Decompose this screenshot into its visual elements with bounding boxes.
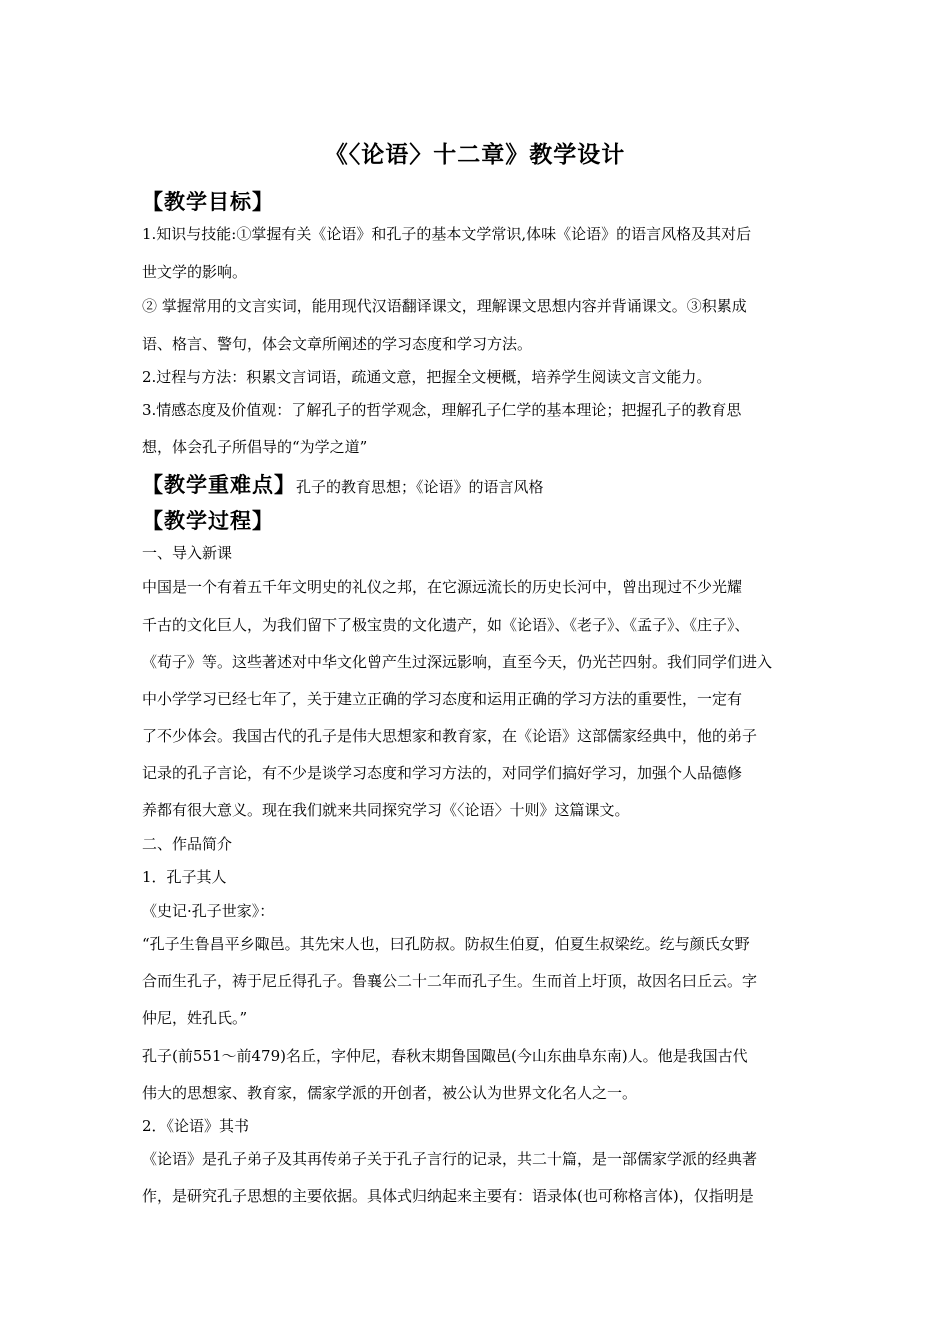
objectives-line: 1.知识与技能:①掌握有关《论语》和孔子的基本文学常识,体味《论语》的语言风格及其对后	[142, 225, 752, 243]
objectives-line: ② 掌握常用的文言实词，能用现代汉语翻译课文，理解课文思想内容并背诵课文。③积累成	[142, 297, 747, 315]
process-line: 中小学学习已经七年了，关于建立正确的学习态度和运用正确的学习方法的重要性，一定有	[142, 690, 743, 708]
process-line: 伟大的思想家、教育家，儒家学派的开创者，被公认为世界文化名人之一。	[142, 1084, 638, 1102]
process-line: 二、作品简介	[142, 835, 233, 853]
process-line: 2．《论语》其书	[142, 1117, 250, 1135]
document-title: 《〈论语〉十二章》教学设计	[324, 142, 626, 168]
process-line: 一、导入新课	[142, 544, 233, 562]
objectives-line: 2.过程与方法：积累文言词语，疏通文意，把握全文梗概，培养学生阅读文言文能力。	[142, 368, 712, 386]
key-points-heading	[142, 469, 544, 499]
process-line: 仲尼，姓孔氏。”	[142, 1009, 248, 1027]
process-line: 作，是研究孔子思想的主要依据。具体式归纳起来主要有：语录体(也可称格言体)，仅指明是	[142, 1187, 754, 1205]
process-line: 养都有很大意义。现在我们就来共同探究学习《〈论语〉十则》这篇课文。	[142, 801, 630, 819]
objectives-line: 3.情感态度及价值观：了解孔子的哲学观念，理解孔子仁学的基本理论；把握孔子的教育思	[142, 401, 742, 419]
process-line: 《荀子》等。这些著述对中华文化曾产生过深远影响，直至今天，仍光芒四射。我们同学们进入	[142, 653, 773, 671]
process-line: 记录的孔子言论，有不少是谈学习态度和学习方法的，对同学们搞好学习，加强个人品德修	[142, 764, 743, 782]
process-line: 合而生孔子，祷于尼丘得孔子。鲁襄公二十二年而孔子生。生而首上圩顶，故因名曰丘云。字	[142, 972, 758, 990]
key-points-text: 孔子的教育思想；《论语》的语言风格	[296, 478, 544, 496]
objectives-heading: 【教学目标】	[142, 190, 274, 214]
process-line: 千古的文化巨人，为我们留下了极宝贵的文化遗产，如《论语》、《老子》、《孟子》、《庄子》、	[142, 616, 750, 634]
process-line: 了不少体会。我国古代的孔子是伟大思想家和教育家，在《论语》这部儒家经典中，他的弟子	[142, 727, 758, 745]
process-heading: 【教学过程】	[142, 509, 274, 533]
process-line: 孔子(前551～前479)名丘，字仲尼，春秋末期鲁国陬邑(今山东曲阜东南)人。他是我国古代	[142, 1047, 748, 1065]
process-line: 1．孔子其人	[142, 868, 227, 886]
process-line: 中国是一个有着五千年文明史的礼仪之邦，在它源远流长的历史长河中，曾出现过不少光耀	[142, 578, 743, 596]
process-line: “孔子生鲁昌平乡陬邑。其先宋人也，曰孔防叔。防叔生伯夏，伯夏生叔梁纥。纥与颜氏女野	[142, 935, 750, 953]
objectives-line: 想，体会孔子所倡导的“为学之道”	[142, 438, 368, 456]
process-line: 《论语》是孔子弟子及其再传弟子关于孔子言行的记录，共二十篇，是一部儒家学派的经典著	[142, 1150, 758, 1168]
objectives-line: 世文学的影响。	[142, 263, 248, 281]
process-line: 《史记·孔子世家》：	[142, 902, 275, 920]
objectives-line: 语、格言、警句，体会文章所阐述的学习态度和学习方法。	[142, 335, 533, 353]
key-points-label: 【教学重难点】	[142, 473, 296, 497]
